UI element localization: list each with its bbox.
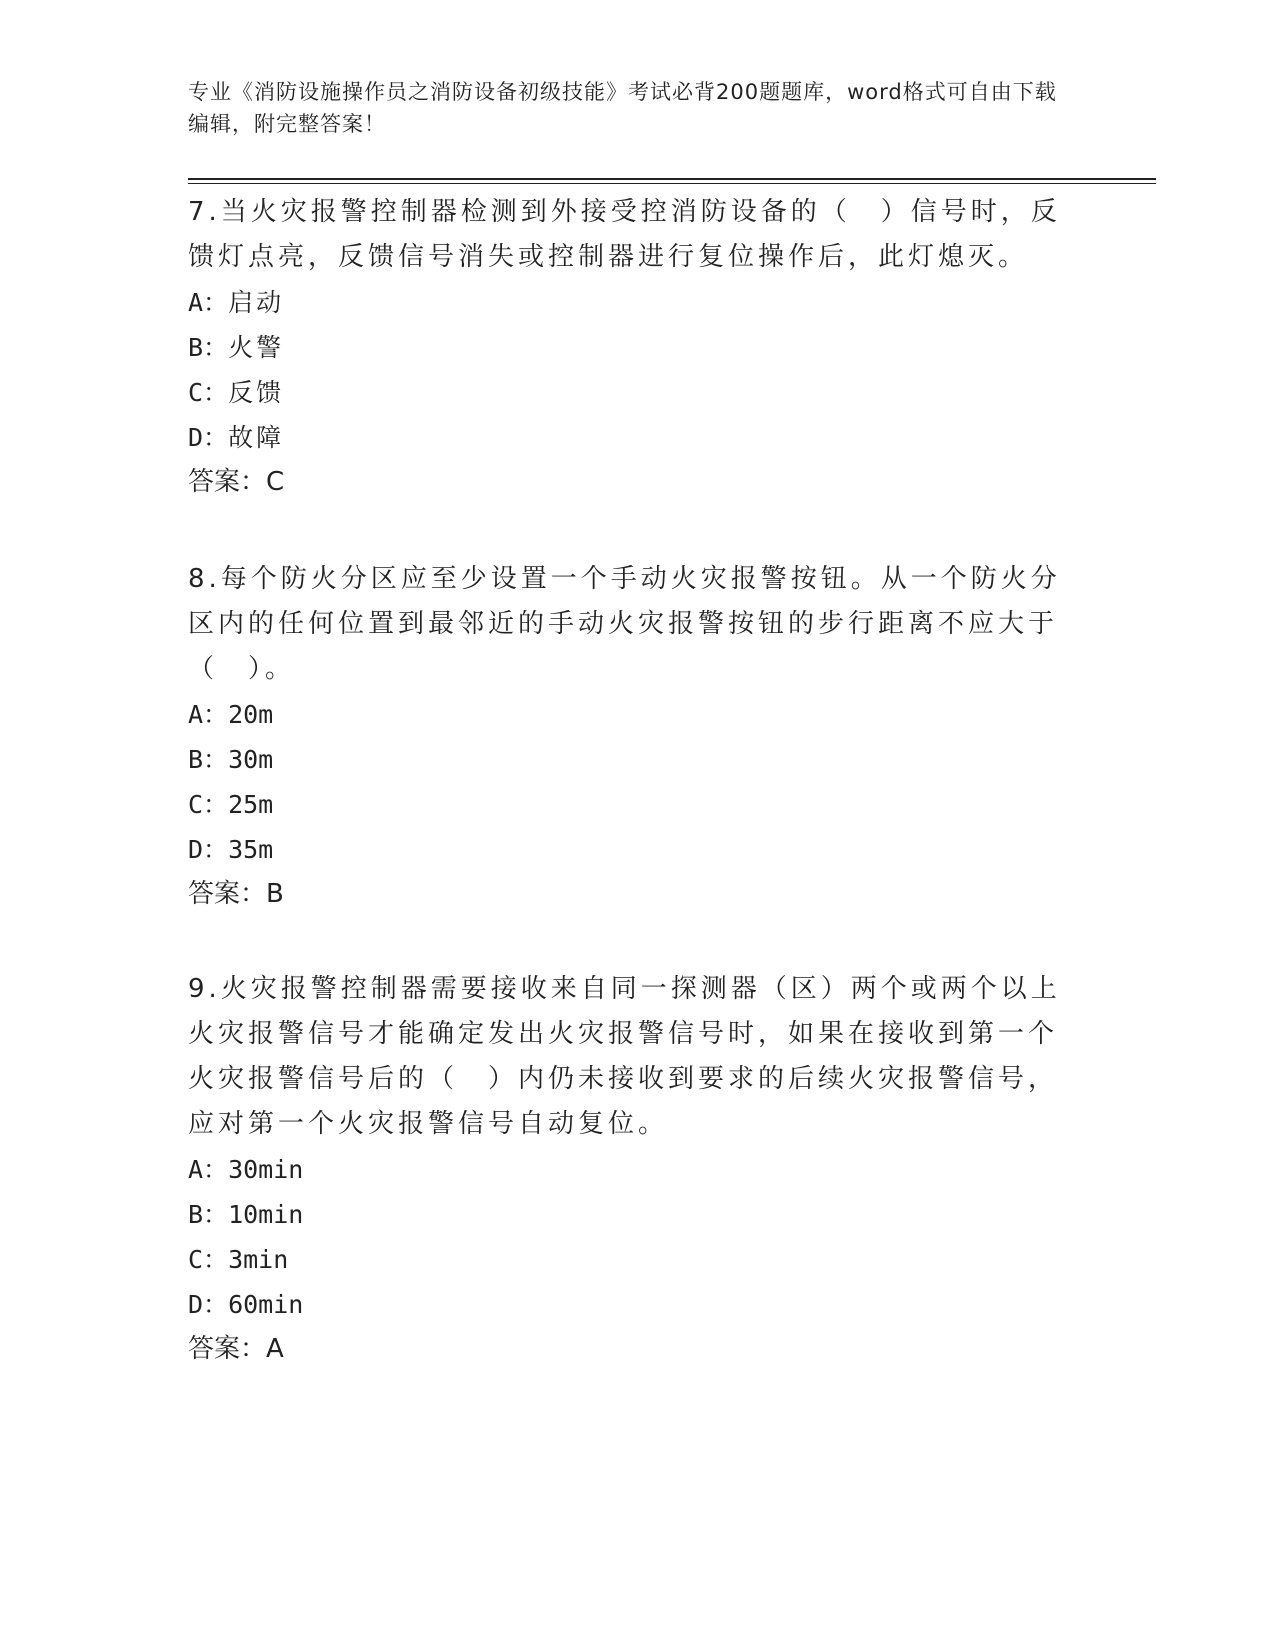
question-8 [188, 557, 1068, 917]
option-text: 故障 [228, 423, 285, 452]
option-key: C： [188, 790, 229, 819]
header-divider-thin [188, 183, 1156, 184]
question-7 [188, 190, 1068, 505]
option-b [188, 325, 1068, 370]
option-text: 3min [228, 1245, 289, 1274]
option-text: 20m [228, 700, 274, 729]
option-text: 10min [228, 1200, 304, 1229]
option-text: 35m [228, 835, 274, 864]
option-text: 火警 [228, 333, 285, 362]
option-b [188, 1192, 1068, 1237]
option-d [188, 1282, 1068, 1327]
question-stem: 8.每个防火分区应至少设置一个手动火灾报警按钮。从一个防火分区内的任何位置到最邻近的手动火灾报警按钮的步行距离不应大于（ ）。 [188, 564, 1061, 684]
option-text: 25m [228, 790, 274, 819]
option-key: A： [188, 1155, 229, 1184]
option-key: D： [188, 835, 229, 864]
option-text: 30m [228, 745, 274, 774]
question-stem: 9.火灾报警控制器需要接收来自同一探测器（区）两个或两个以上火灾报警信号才能确定发出火灾报警信号时，如果在接收到第一个火灾报警信号后的（ ）内仍未接收到要求的后续火灾报警信号，应对第一个火灾报警信号自动复位。 [188, 974, 1061, 1139]
option-d [188, 415, 1068, 460]
option-key: B： [188, 745, 229, 774]
header-title: 专业《消防设施操作员之消防设备初级技能》考试必背200题题库，word格式可自由下载编辑，附完整答案！ [188, 80, 1057, 136]
question-stem: 7.当火灾报警控制器检测到外接受控消防设备的（ ）信号时，反馈灯点亮，反馈信号消失或控制器进行复位操作后，此灯熄灭。 [188, 197, 1061, 272]
option-key: B： [188, 333, 229, 362]
option-text: 60min [228, 1290, 304, 1319]
answer-line: 答案：B [188, 879, 284, 909]
option-key: B： [188, 1200, 229, 1229]
option-key: D： [188, 423, 229, 452]
option-d [188, 827, 1068, 872]
answer-line: 答案：A [188, 1334, 284, 1364]
option-key: C： [188, 378, 229, 407]
document-header [188, 76, 1068, 140]
option-a [188, 1147, 1068, 1192]
option-a [188, 692, 1068, 737]
option-text: 启动 [228, 288, 285, 317]
option-c [188, 1237, 1068, 1282]
option-b [188, 737, 1068, 782]
answer-line: 答案：C [188, 467, 285, 497]
option-key: A： [188, 288, 229, 317]
option-c [188, 370, 1068, 415]
option-c [188, 782, 1068, 827]
option-text: 30min [228, 1155, 304, 1184]
option-key: A： [188, 700, 229, 729]
option-a [188, 280, 1068, 325]
option-key: C： [188, 1245, 229, 1274]
question-9 [188, 967, 1068, 1372]
header-divider-thick [188, 178, 1156, 180]
option-key: D： [188, 1290, 229, 1319]
option-text: 反馈 [228, 378, 285, 407]
